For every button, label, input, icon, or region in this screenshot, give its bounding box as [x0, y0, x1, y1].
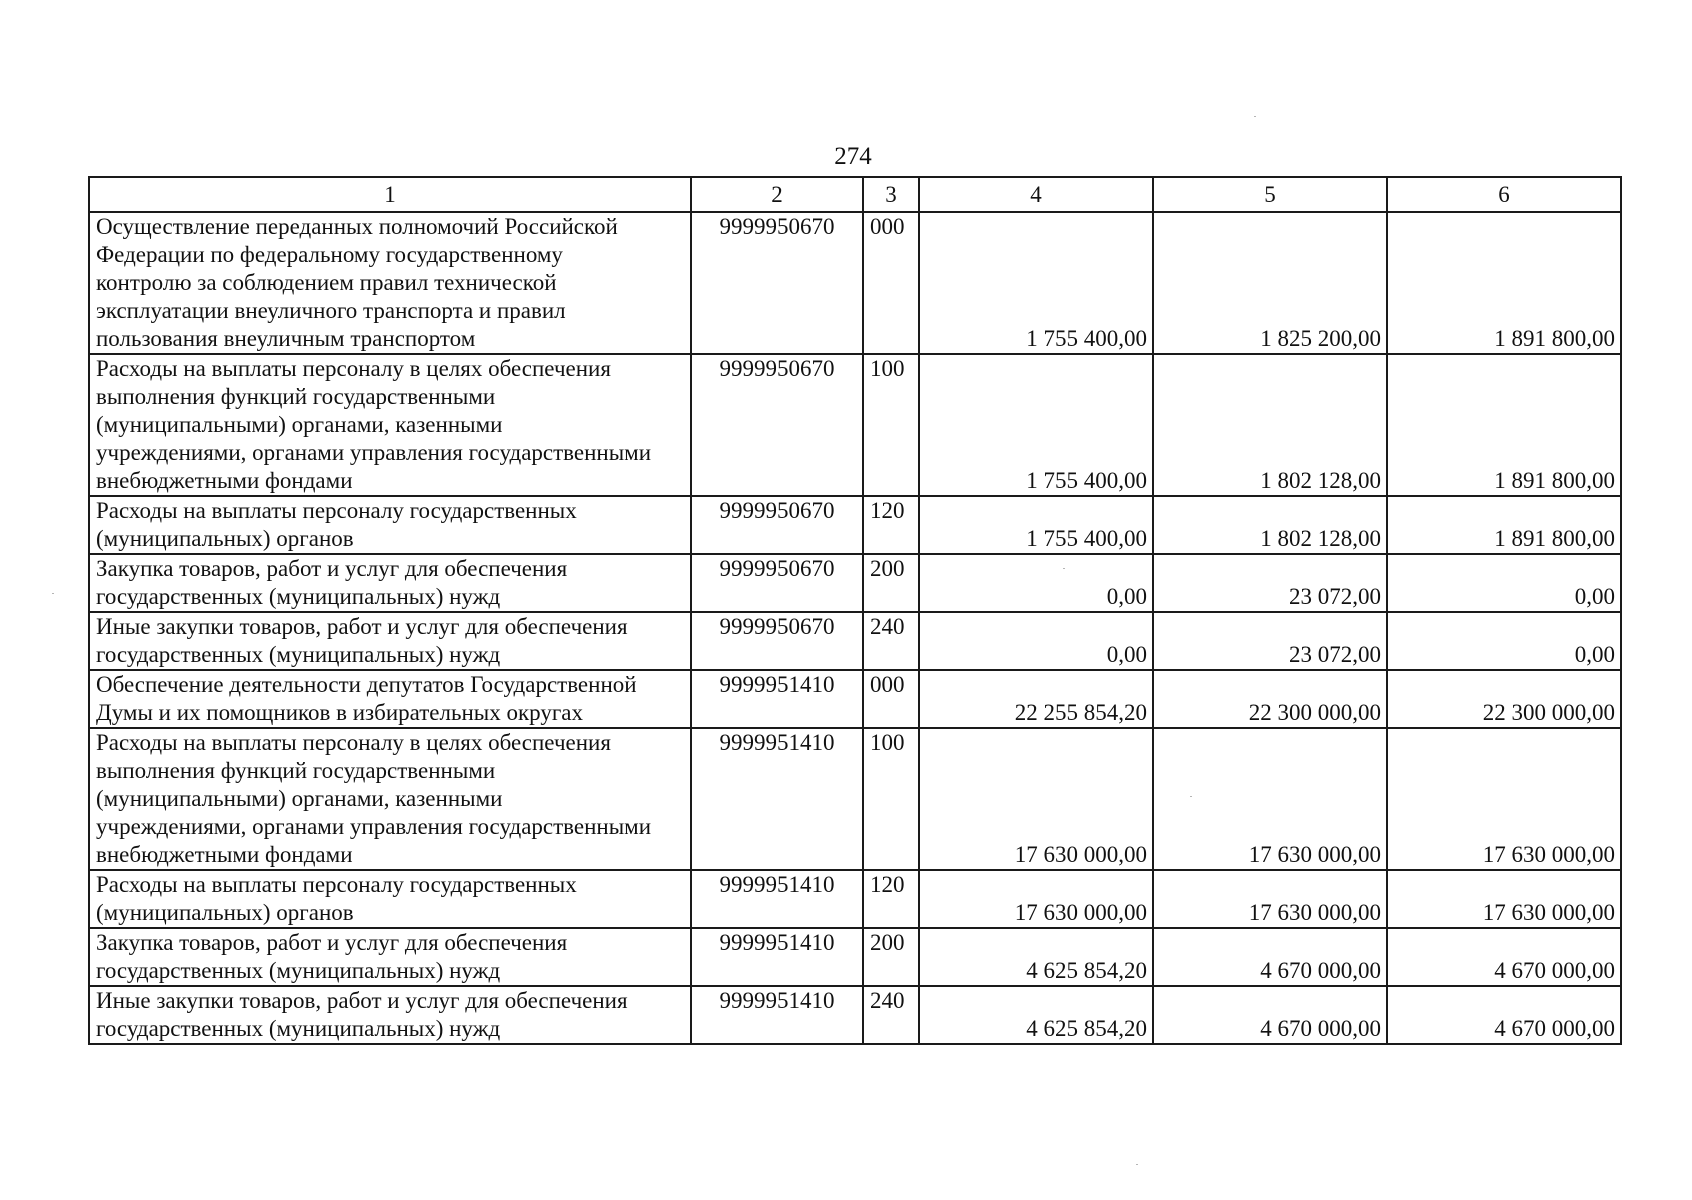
row-description [89, 554, 691, 612]
row-amount-col4: 17 630 000,00 [919, 870, 1153, 928]
table-row [89, 670, 1621, 728]
table-row [89, 554, 1621, 612]
page-number: 274 [834, 143, 872, 170]
row-expense-type: 200 [863, 554, 919, 612]
row-description [89, 870, 691, 928]
row-amount-col4: 1 755 400,00 [919, 354, 1153, 496]
row-amount-col6: 4 670 000,00 [1387, 986, 1621, 1044]
column-header: 3 [863, 177, 919, 212]
table-header-row [89, 177, 1621, 212]
row-amount-col4: 4 625 854,20 [919, 986, 1153, 1044]
row-amount-col6: 17 630 000,00 [1387, 728, 1621, 870]
row-amount-col5: 1 825 200,00 [1153, 212, 1387, 354]
description-line: выполнения функций государственными [96, 758, 496, 783]
column-header: 2 [691, 177, 863, 212]
table-row [89, 212, 1621, 354]
row-code: 9999951410 [691, 728, 863, 870]
description-line: Иные закупки товаров, работ и услуг для обеспечения [96, 614, 628, 639]
description-line: (муниципальных) органов [96, 900, 354, 925]
description-line: Думы и их помощников в избирательных округах [96, 700, 584, 725]
description-line: государственных (муниципальных) нужд [96, 642, 501, 667]
row-expense-type: 120 [863, 870, 919, 928]
description-line: Расходы на выплаты персоналу государственных [96, 498, 577, 523]
column-header: 6 [1387, 177, 1621, 212]
description-line: (муниципальных) органов [96, 526, 354, 551]
description-line: Иные закупки товаров, работ и услуг для обеспечения [96, 988, 628, 1013]
row-description [89, 612, 691, 670]
row-amount-col5: 4 670 000,00 [1153, 986, 1387, 1044]
table-row [89, 354, 1621, 496]
description-line: эксплуатации внеуличного транспорта и правил [96, 298, 566, 323]
column-header: 5 [1153, 177, 1387, 212]
row-amount-col4: 22 255 854,20 [919, 670, 1153, 728]
description-line: государственных (муниципальных) нужд [96, 1016, 501, 1041]
row-code: 9999950670 [691, 354, 863, 496]
description-line: государственных (муниципальных) нужд [96, 958, 501, 983]
description-line: (муниципальными) органами, казенными [96, 786, 503, 811]
row-code: 9999950670 [691, 612, 863, 670]
row-code: 9999951410 [691, 670, 863, 728]
row-amount-col6: 1 891 800,00 [1387, 354, 1621, 496]
row-expense-type: 000 [863, 212, 919, 354]
table-row [89, 870, 1621, 928]
row-amount-col6: 1 891 800,00 [1387, 496, 1621, 554]
row-description [89, 496, 691, 554]
row-amount-col5: 23 072,00 [1153, 554, 1387, 612]
row-amount-col4: 0,00 [919, 554, 1153, 612]
row-code: 9999951410 [691, 928, 863, 986]
description-line: Обеспечение деятельности депутатов Государственной [96, 672, 637, 697]
row-amount-col5: 17 630 000,00 [1153, 870, 1387, 928]
row-description [89, 928, 691, 986]
description-line: Закупка товаров, работ и услуг для обеспечения [96, 556, 568, 581]
description-line: Расходы на выплаты персоналу в целях обеспечения [96, 356, 611, 381]
row-expense-type: 200 [863, 928, 919, 986]
row-description [89, 728, 691, 870]
row-code: 9999950670 [691, 212, 863, 354]
table-row [89, 496, 1621, 554]
description-line: выполнения функций государственными [96, 384, 496, 409]
description-line: Расходы на выплаты персоналу государственных [96, 872, 577, 897]
table-row [89, 986, 1621, 1044]
row-code: 9999951410 [691, 870, 863, 928]
row-description [89, 212, 691, 354]
row-amount-col6: 17 630 000,00 [1387, 870, 1621, 928]
row-amount-col5: 1 802 128,00 [1153, 496, 1387, 554]
description-line: учреждениями, органами управления государственными [96, 814, 652, 839]
row-amount-col4: 1 755 400,00 [919, 496, 1153, 554]
row-amount-col4: 17 630 000,00 [919, 728, 1153, 870]
row-amount-col5: 23 072,00 [1153, 612, 1387, 670]
row-amount-col5: 17 630 000,00 [1153, 728, 1387, 870]
row-code: 9999950670 [691, 554, 863, 612]
description-line: Закупка товаров, работ и услуг для обеспечения [96, 930, 568, 955]
description-line: Расходы на выплаты персоналу в целях обеспечения [96, 730, 611, 755]
row-amount-col5: 22 300 000,00 [1153, 670, 1387, 728]
row-amount-col5: 4 670 000,00 [1153, 928, 1387, 986]
row-expense-type: 100 [863, 354, 919, 496]
row-amount-col4: 1 755 400,00 [919, 212, 1153, 354]
row-amount-col4: 4 625 854,20 [919, 928, 1153, 986]
description-line: Федерации по федеральному государственному [96, 242, 563, 267]
row-code: 9999950670 [691, 496, 863, 554]
table-row [89, 928, 1621, 986]
row-amount-col4: 0,00 [919, 612, 1153, 670]
row-amount-col6: 0,00 [1387, 612, 1621, 670]
row-description [89, 986, 691, 1044]
description-line: Осуществление переданных полномочий Российской [96, 214, 618, 239]
column-header: 1 [89, 177, 691, 212]
budget-table [88, 176, 1622, 1045]
description-line: государственных (муниципальных) нужд [96, 584, 501, 609]
row-expense-type: 240 [863, 612, 919, 670]
description-line: пользования внеуличным транспортом [96, 326, 476, 351]
row-amount-col5: 1 802 128,00 [1153, 354, 1387, 496]
description-line: внебюджетными фондами [96, 842, 353, 867]
table-row [89, 728, 1621, 870]
description-line: (муниципальными) органами, казенными [96, 412, 503, 437]
row-expense-type: 100 [863, 728, 919, 870]
row-expense-type: 240 [863, 986, 919, 1044]
row-expense-type: 000 [863, 670, 919, 728]
row-description [89, 354, 691, 496]
row-expense-type: 120 [863, 496, 919, 554]
row-amount-col6: 1 891 800,00 [1387, 212, 1621, 354]
description-line: учреждениями, органами управления государственными [96, 440, 652, 465]
description-line: внебюджетными фондами [96, 468, 353, 493]
row-amount-col6: 4 670 000,00 [1387, 928, 1621, 986]
column-header: 4 [919, 177, 1153, 212]
description-line: контролю за соблюдением правил технической [96, 270, 557, 295]
row-amount-col6: 0,00 [1387, 554, 1621, 612]
table-row [89, 612, 1621, 670]
row-amount-col6: 22 300 000,00 [1387, 670, 1621, 728]
row-code: 9999951410 [691, 986, 863, 1044]
row-description [89, 670, 691, 728]
